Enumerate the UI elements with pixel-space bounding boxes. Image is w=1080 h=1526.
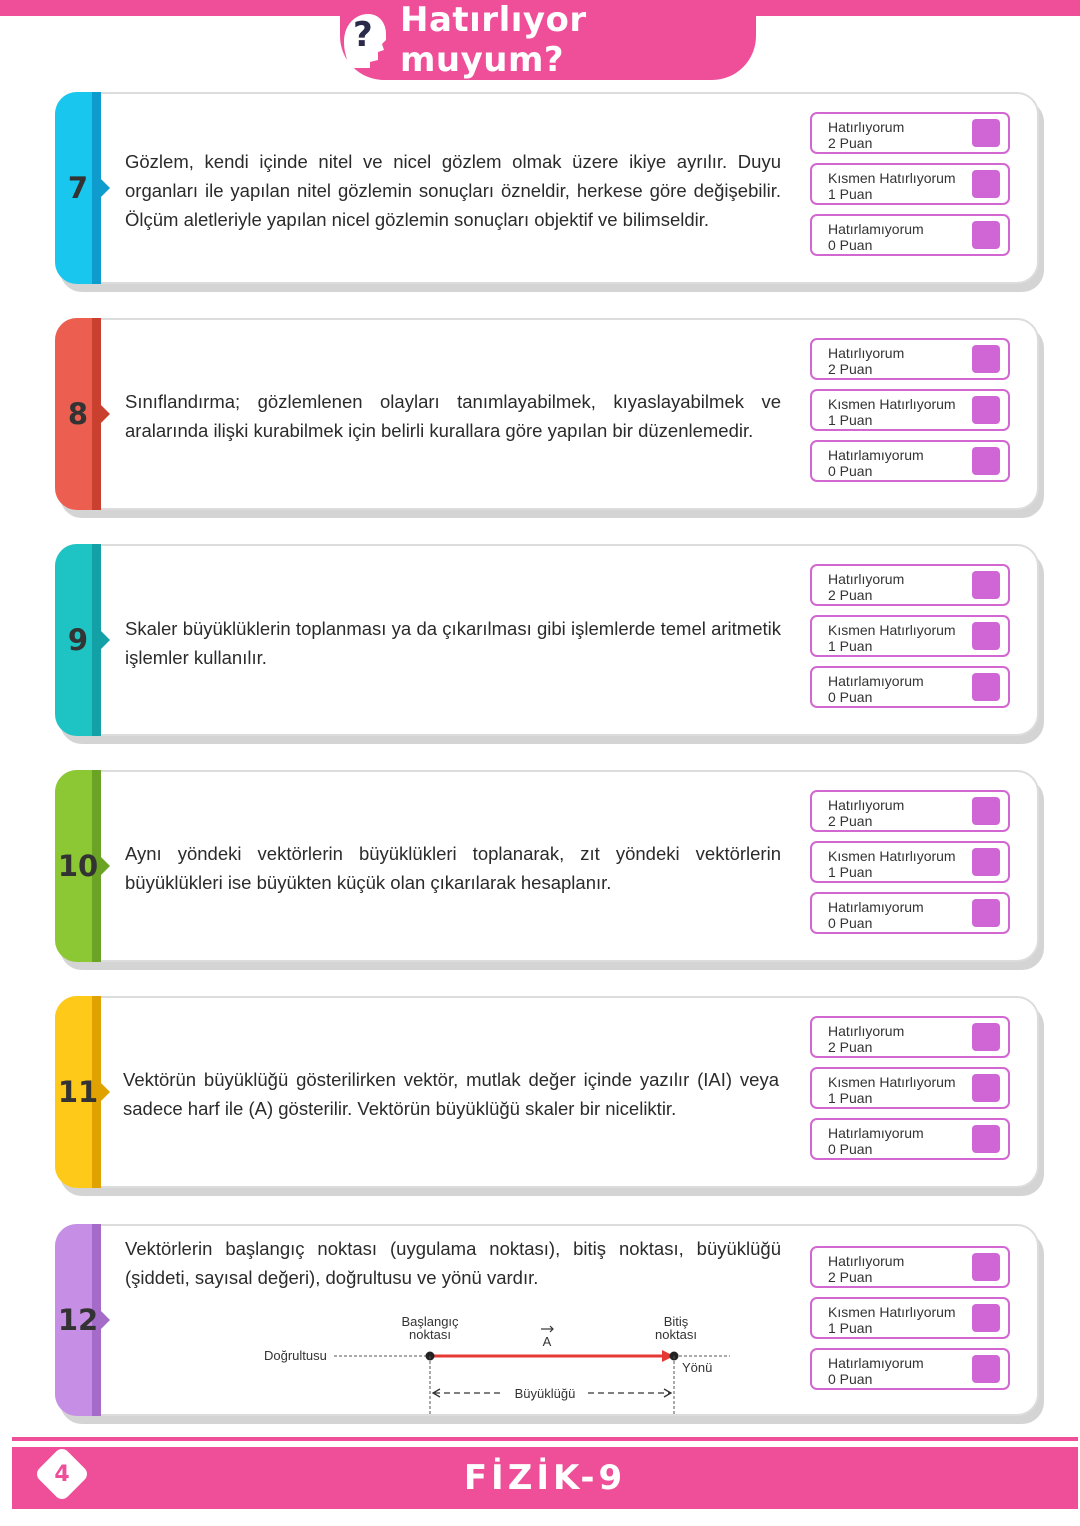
chevron-right-icon bbox=[97, 1307, 110, 1333]
question-card-8 bbox=[55, 318, 1039, 510]
option-label: Hatırlıyorum bbox=[828, 571, 905, 587]
chevron-right-icon bbox=[97, 853, 110, 879]
option-points: 1 Puan bbox=[828, 1090, 873, 1106]
question-number: 11 bbox=[57, 1075, 99, 1109]
option-points: 1 Puan bbox=[828, 864, 873, 880]
option-not-remember[interactable] bbox=[810, 892, 1010, 934]
checkbox[interactable] bbox=[972, 1074, 1000, 1102]
option-label: Hatırlamıyorum bbox=[828, 221, 924, 237]
checkbox[interactable] bbox=[972, 170, 1000, 198]
rating-options bbox=[810, 112, 1016, 265]
end-label-2: noktası bbox=[655, 1327, 697, 1342]
checkbox[interactable] bbox=[972, 1023, 1000, 1051]
start-label-1: Başlangıç bbox=[401, 1314, 459, 1329]
checkbox[interactable] bbox=[972, 345, 1000, 373]
chevron-right-icon bbox=[97, 627, 110, 653]
option-label: Kısmen Hatırlıyorum bbox=[828, 1304, 956, 1320]
svg-text:?: ? bbox=[353, 15, 373, 55]
option-remember[interactable] bbox=[810, 112, 1010, 154]
checkbox[interactable] bbox=[972, 622, 1000, 650]
option-partially-remember[interactable] bbox=[810, 615, 1010, 657]
option-points: 2 Puan bbox=[828, 361, 873, 377]
option-label: Hatırlamıyorum bbox=[828, 447, 924, 463]
question-text: Aynı yöndeki vektörlerin büyüklükleri toplanarak, zıt yöndeki vektörlerin büyüklükleri ise büyükten küçük olan çıkarılarak hesaplanır. bbox=[125, 843, 781, 893]
option-label: Kısmen Hatırlıyorum bbox=[828, 170, 956, 186]
checkbox[interactable] bbox=[972, 899, 1000, 927]
option-points: 1 Puan bbox=[828, 638, 873, 654]
footer-bar bbox=[12, 1447, 1078, 1509]
option-points: 2 Puan bbox=[828, 587, 873, 603]
option-points: 2 Puan bbox=[828, 1269, 873, 1285]
head-question-icon bbox=[340, 10, 386, 72]
option-points: 0 Puan bbox=[828, 915, 873, 931]
magnitude-label: Büyüklüğü bbox=[514, 1386, 576, 1401]
checkbox[interactable] bbox=[972, 1125, 1000, 1153]
rating-options bbox=[810, 338, 1016, 491]
chevron-right-icon bbox=[97, 175, 110, 201]
option-not-remember[interactable] bbox=[810, 440, 1010, 482]
option-points: 1 Puan bbox=[828, 186, 873, 202]
end-label-1: Bitiş bbox=[663, 1314, 689, 1329]
header-tab bbox=[340, 0, 756, 80]
checkbox[interactable] bbox=[972, 447, 1000, 475]
option-points: 1 Puan bbox=[828, 412, 873, 428]
question-number: 7 bbox=[67, 171, 89, 205]
option-points: 0 Puan bbox=[828, 1371, 873, 1387]
option-points: 0 Puan bbox=[828, 1141, 873, 1157]
checkbox[interactable] bbox=[972, 119, 1000, 147]
option-partially-remember[interactable] bbox=[810, 389, 1010, 431]
option-label: Hatırlıyorum bbox=[828, 797, 905, 813]
option-label: Hatırlıyorum bbox=[828, 345, 905, 361]
checkbox[interactable] bbox=[972, 673, 1000, 701]
question-text: Vektörün büyüklüğü gösterilirken vektör, mutlak değer içinde yazılır (IAI) veya sadece harf ile (A) gösterilir. Vektörün büyüklüğü skaler bir niceliktir. bbox=[123, 1069, 779, 1119]
option-not-remember[interactable] bbox=[810, 666, 1010, 708]
option-remember[interactable] bbox=[810, 790, 1010, 832]
option-points: 2 Puan bbox=[828, 813, 873, 829]
question-number: 8 bbox=[67, 397, 89, 431]
checkbox[interactable] bbox=[972, 797, 1000, 825]
question-card-7 bbox=[55, 92, 1039, 284]
checkbox[interactable] bbox=[972, 396, 1000, 424]
option-label: Hatırlamıyorum bbox=[828, 1355, 924, 1371]
option-label: Kısmen Hatırlıyorum bbox=[828, 622, 956, 638]
question-text: Gözlem, kendi içinde nitel ve nicel gözlem olmak üzere ikiye ayrılır. Duyu organları ile yapılan nitel gözlemin sonuçları özneldir, herkese göre değişebilir. Ölçüm aletleriyle yapılan nicel gözlemin sonuçları objektif ve bilimseldir. bbox=[125, 151, 781, 230]
checkbox[interactable] bbox=[972, 1355, 1000, 1383]
option-label: Hatırlıyorum bbox=[828, 1253, 905, 1269]
question-number: 9 bbox=[67, 623, 89, 657]
option-remember[interactable] bbox=[810, 1246, 1010, 1288]
option-label: Kısmen Hatırlıyorum bbox=[828, 396, 956, 412]
option-not-remember[interactable] bbox=[810, 1348, 1010, 1390]
question-card-11 bbox=[55, 996, 1039, 1188]
vector-name: A bbox=[542, 1334, 552, 1349]
chevron-right-icon bbox=[97, 1079, 110, 1105]
option-partially-remember[interactable] bbox=[810, 1297, 1010, 1339]
checkbox[interactable] bbox=[972, 1253, 1000, 1281]
option-not-remember[interactable] bbox=[810, 214, 1010, 256]
footer-divider bbox=[12, 1437, 1078, 1441]
option-points: 1 Puan bbox=[828, 1320, 873, 1336]
option-label: Kısmen Hatırlıyorum bbox=[828, 848, 956, 864]
option-points: 0 Puan bbox=[828, 463, 873, 479]
option-label: Hatırlıyorum bbox=[828, 1023, 905, 1039]
option-not-remember[interactable] bbox=[810, 1118, 1010, 1160]
option-points: 2 Puan bbox=[828, 135, 873, 151]
vector-diagram bbox=[252, 1314, 752, 1424]
option-points: 0 Puan bbox=[828, 237, 873, 253]
option-partially-remember[interactable] bbox=[810, 841, 1010, 883]
option-label: Hatırlıyorum bbox=[828, 119, 905, 135]
question-number: 10 bbox=[57, 849, 99, 883]
checkbox[interactable] bbox=[972, 848, 1000, 876]
option-label: Hatırlamıyorum bbox=[828, 899, 924, 915]
question-text: Skaler büyüklüklerin toplanması ya da çıkarılması gibi işlemlerde temel aritmetik işlemler kullanılır. bbox=[125, 618, 781, 668]
rating-options bbox=[810, 1016, 1016, 1169]
checkbox[interactable] bbox=[972, 571, 1000, 599]
option-points: 0 Puan bbox=[828, 689, 873, 705]
option-partially-remember[interactable] bbox=[810, 163, 1010, 205]
option-label: Kısmen Hatırlıyorum bbox=[828, 1074, 956, 1090]
direction-line-label: Doğrultusu bbox=[264, 1348, 327, 1363]
option-remember[interactable] bbox=[810, 338, 1010, 380]
footer-title: FİZİK-9 bbox=[463, 1458, 627, 1498]
chevron-right-icon bbox=[97, 401, 110, 427]
checkbox[interactable] bbox=[972, 221, 1000, 249]
checkbox[interactable] bbox=[972, 1304, 1000, 1332]
option-partially-remember[interactable] bbox=[810, 1067, 1010, 1109]
option-label: Hatırlamıyorum bbox=[828, 1125, 924, 1141]
question-text: Vektörlerin başlangıç noktası (uygulama noktası), bitiş noktası, büyüklüğü (şiddeti, sayısal değeri), doğrultusu ve yönü vardır. bbox=[125, 1238, 781, 1288]
question-card-9 bbox=[55, 544, 1039, 736]
direction-label: Yönü bbox=[682, 1360, 713, 1375]
option-remember[interactable] bbox=[810, 564, 1010, 606]
question-card-10 bbox=[55, 770, 1039, 962]
rating-options bbox=[810, 564, 1016, 717]
option-remember[interactable] bbox=[810, 1016, 1010, 1058]
start-label-2: noktası bbox=[409, 1327, 451, 1342]
page-number: 4 bbox=[54, 1461, 70, 1487]
rating-options bbox=[810, 790, 1016, 943]
rating-options bbox=[810, 1246, 1016, 1399]
question-card-12 bbox=[55, 1224, 1039, 1416]
option-points: 2 Puan bbox=[828, 1039, 873, 1055]
question-text: Sınıflandırma; gözlemlenen olayları tanımlayabilmek, kıyaslayabilmek ve aralarında ilişki kurabilmek için belirli kurallara göre yapılan bir düzenlemedir. bbox=[125, 391, 781, 441]
question-number: 12 bbox=[57, 1303, 99, 1337]
option-label: Hatırlamıyorum bbox=[828, 673, 924, 689]
header-title: Hatırlıyor muyum? bbox=[400, 0, 587, 80]
